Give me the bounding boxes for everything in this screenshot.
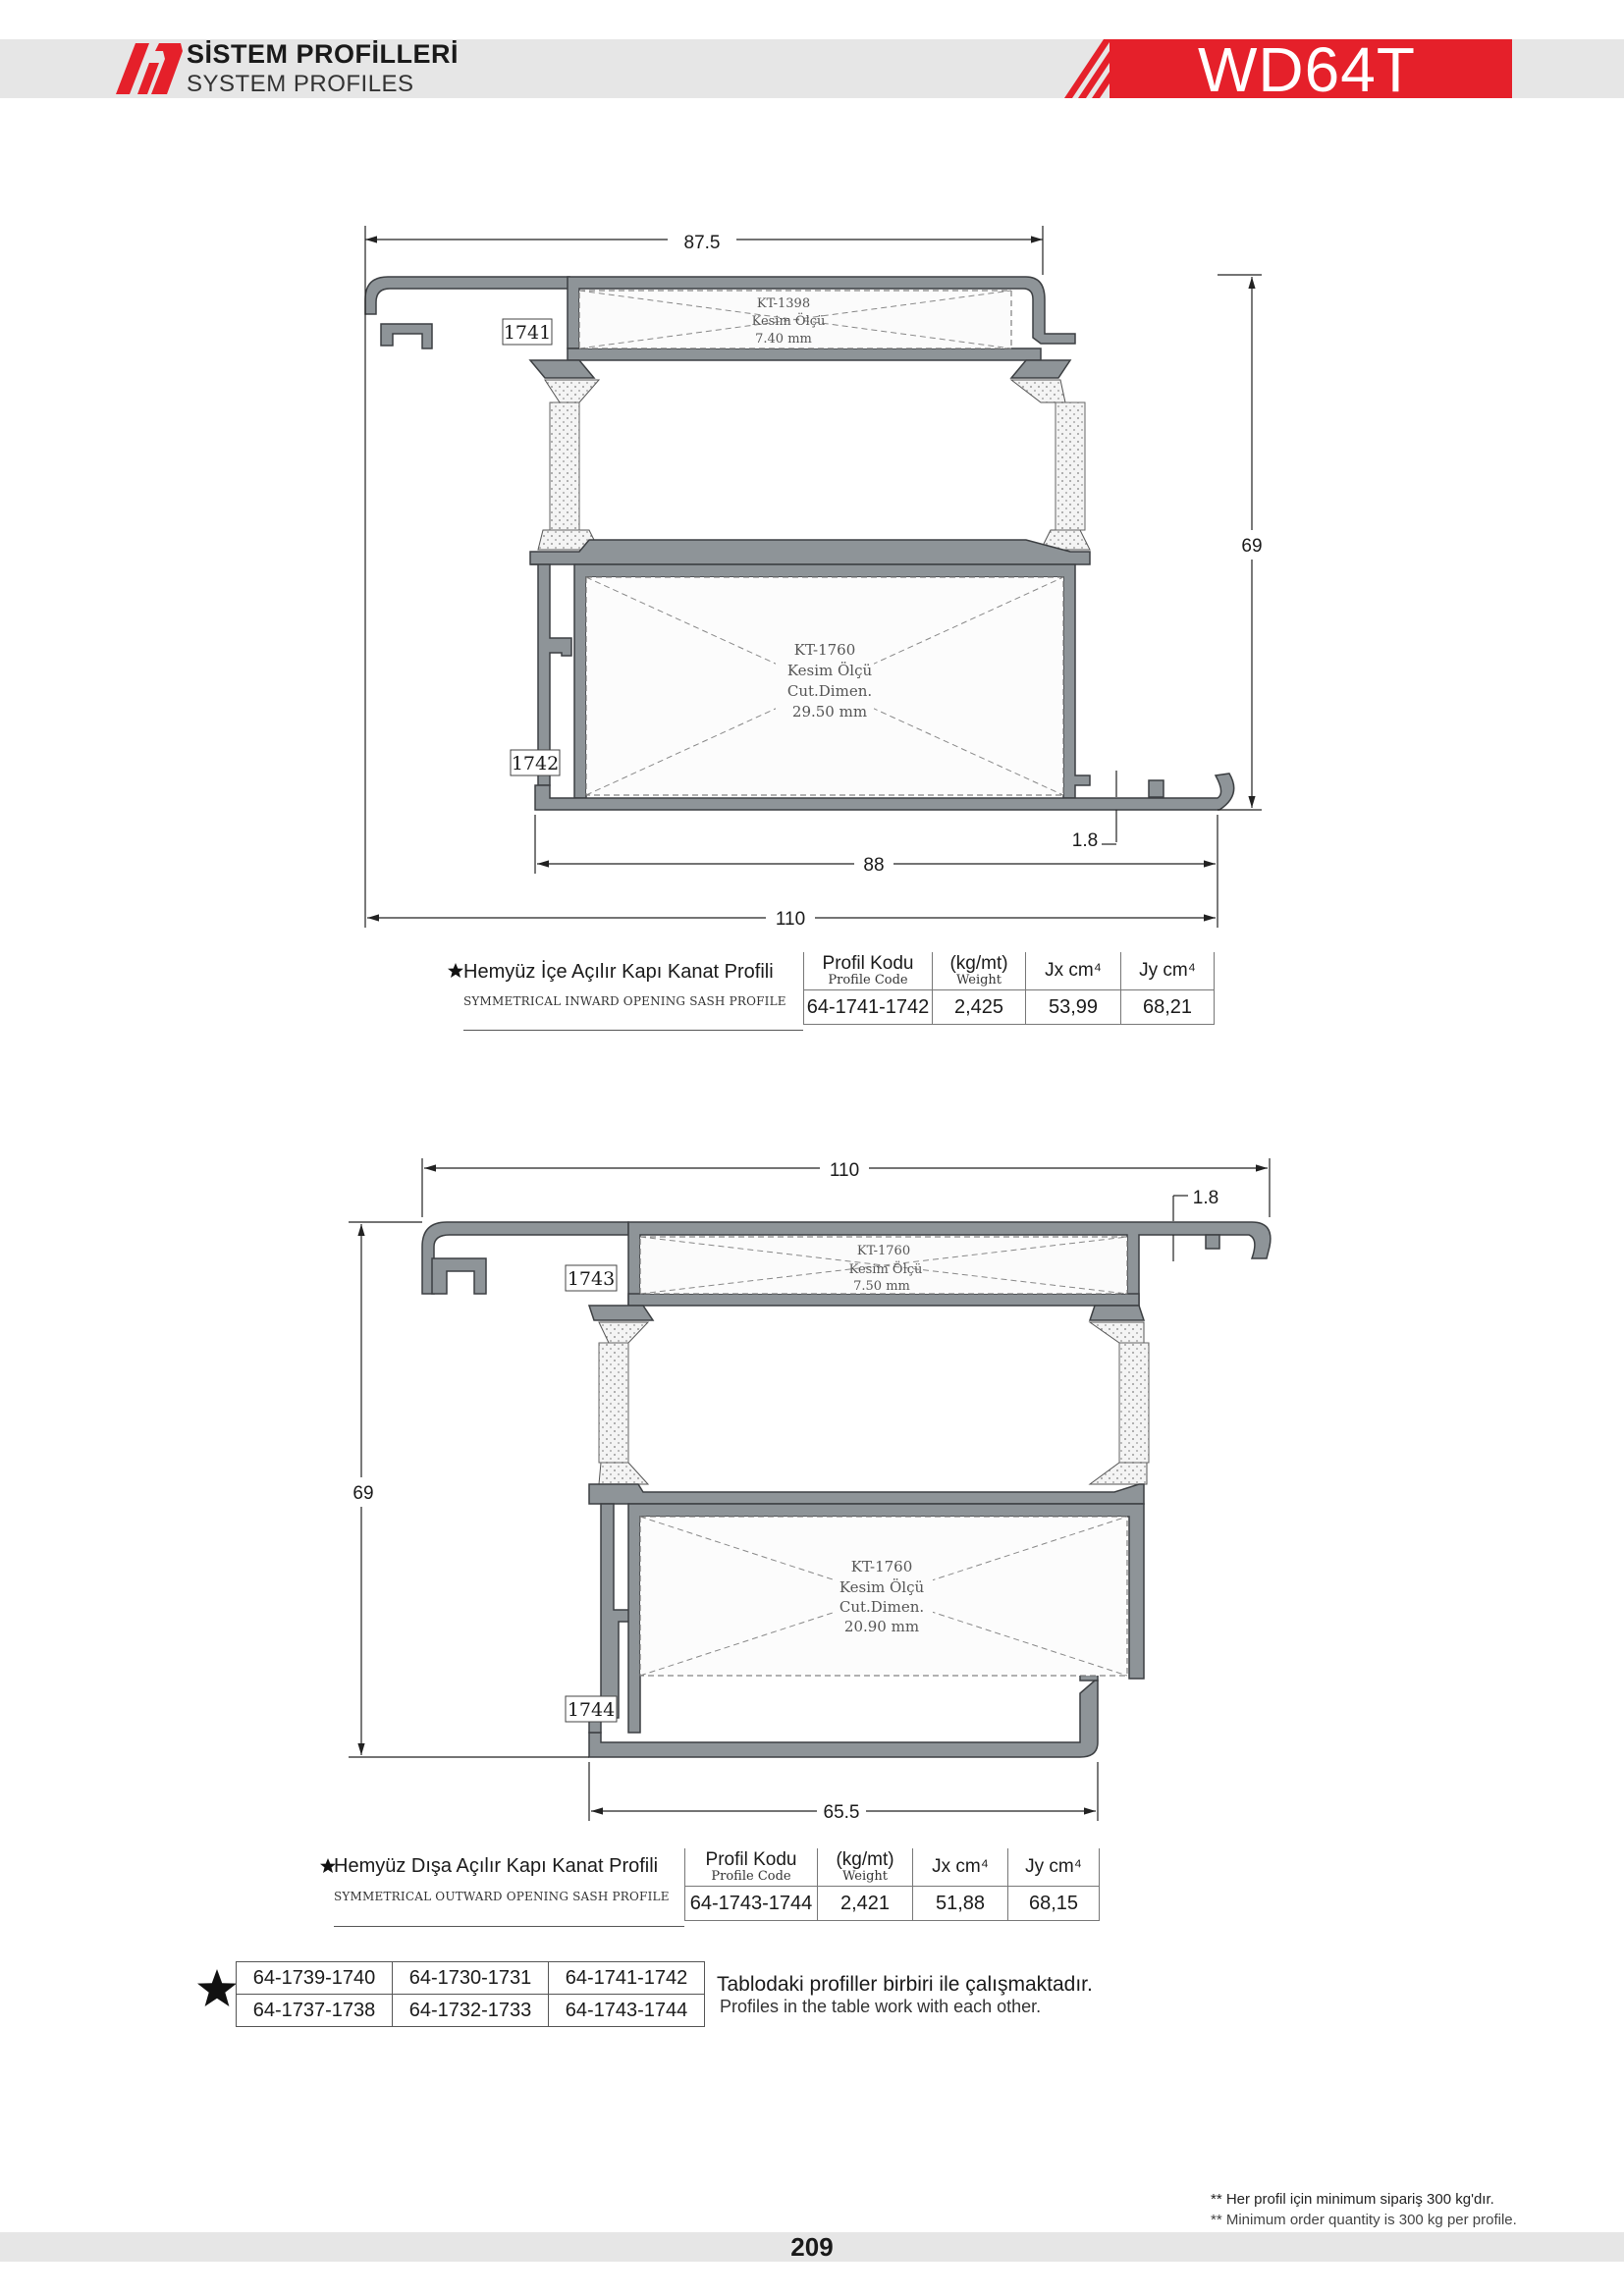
insert-1-bottom-line-2: Kesim Ölçü xyxy=(786,662,873,679)
insert-2-top-line-3: 7.50 mm xyxy=(853,1279,910,1294)
spec-1-code: 64-1741-1742 xyxy=(804,990,933,1025)
dim-1-lip: 1.8 xyxy=(1071,830,1099,851)
code-1741: 1741 xyxy=(503,322,552,344)
insert-1-bottom-line-1: KT-1760 xyxy=(793,641,856,659)
compat-cell: 64-1739-1740 xyxy=(237,1962,393,1995)
spec-2-col-code: Profil Kodu Profile Code xyxy=(685,1848,818,1887)
spec-1-col-jx: Jx cm⁴ xyxy=(1026,952,1121,990)
spec-1-col-code: Profil Kodu Profile Code xyxy=(804,952,933,990)
footer-note-tr: ** Her profil için minimum sipariş 300 kg'dır. xyxy=(1211,2191,1494,2208)
spec-2-col-jx: Jx cm⁴ xyxy=(913,1848,1008,1887)
brand-subtitle: SYSTEM PROFILES xyxy=(187,71,414,97)
page-number: 209 xyxy=(790,2232,834,2262)
insert-1-top-line-1: KT-1398 xyxy=(756,296,811,311)
spec-2-code: 64-1743-1744 xyxy=(685,1887,818,1921)
spec-1-jy: 68,21 xyxy=(1121,990,1215,1025)
spec-1-col-jy: Jy cm⁴ xyxy=(1121,952,1215,990)
spec-2-table xyxy=(684,1848,1100,1921)
spec-2-col-jy: Jy cm⁴ xyxy=(1008,1848,1100,1887)
brand-title: SİSTEM PROFİLLERİ xyxy=(187,39,460,69)
insert-2-top-line-1: KT-1760 xyxy=(856,1244,911,1258)
insert-2-bottom-line-3: Cut.Dimen. xyxy=(839,1598,925,1616)
insert-1-bottom-line-3: Cut.Dimen. xyxy=(786,682,873,700)
spec-1-title: Hemyüz İçe Açılır Kapı Kanat Profili xyxy=(463,961,774,983)
spec-2-jx: 51,88 xyxy=(913,1887,1008,1921)
insert-2-bottom-line-1: KT-1760 xyxy=(850,1558,913,1575)
insert-1-bottom-line-4: 29.50 mm xyxy=(791,703,868,721)
glass-2-left xyxy=(599,1343,628,1463)
dim-1-inner: 88 xyxy=(863,855,885,876)
spec-2-title: Hemyüz Dışa Açılır Kapı Kanat Profili xyxy=(334,1855,659,1877)
insert-2-bottom-line-2: Kesim Ölçü xyxy=(839,1578,925,1596)
footer-note-en: ** Minimum order quantity is 300 kg per profile. xyxy=(1211,2212,1517,2228)
compat-table xyxy=(236,1961,705,2027)
spec-1-subtitle: SYMMETRICAL INWARD OPENING SASH PROFILE xyxy=(463,994,786,1008)
gaskets-2 xyxy=(599,1322,1147,1484)
insert-1-top-line-3: 7.40 mm xyxy=(755,332,812,347)
code-1744: 1744 xyxy=(567,1699,616,1721)
dim-2-lip: 1.8 xyxy=(1192,1188,1219,1208)
glass-2-right xyxy=(1119,1343,1149,1463)
spec-2-weight: 2,421 xyxy=(818,1887,913,1921)
spec-1-weight: 2,425 xyxy=(933,990,1026,1025)
code-1743: 1743 xyxy=(567,1268,616,1290)
compat-cell: 64-1732-1733 xyxy=(393,1995,549,2027)
compat-cell: 64-1737-1738 xyxy=(237,1995,393,2027)
spec-2-col-weight: (kg/mt) Weight xyxy=(818,1848,913,1887)
dim-2-bottom: 65.5 xyxy=(823,1802,860,1823)
insert-2-top-line-2: Kesim Ölçü xyxy=(848,1262,923,1277)
compat-note-en: Profiles in the table work with each other. xyxy=(720,1997,1042,2016)
insert-2-bottom-line-4: 20.90 mm xyxy=(843,1618,920,1635)
model-code: WD64T xyxy=(1198,34,1416,105)
spec-2-subtitle: SYMMETRICAL OUTWARD OPENING SASH PROFILE xyxy=(334,1890,670,1903)
compat-note-tr: Tablodaki profiller birbiri ile çalışmaktadır. xyxy=(717,1973,1093,1996)
dim-2-left: 69 xyxy=(352,1483,374,1504)
spec-1-jx: 53,99 xyxy=(1026,990,1121,1025)
compat-cell: 64-1743-1744 xyxy=(549,1995,705,2027)
dim-2-top: 110 xyxy=(829,1160,860,1181)
spec-1-col-weight: (kg/mt) Weight xyxy=(933,952,1026,990)
dim-1-right: 69 xyxy=(1241,536,1263,557)
star-icon-compat xyxy=(196,1968,238,2009)
compat-cell: 64-1741-1742 xyxy=(549,1962,705,1995)
code-1742: 1742 xyxy=(511,753,560,774)
dim-1-top: 87.5 xyxy=(683,233,721,253)
spec-2-jy: 68,15 xyxy=(1008,1887,1100,1921)
compat-cell: 64-1730-1731 xyxy=(393,1962,549,1995)
spec-2-underline xyxy=(334,1926,684,1927)
insert-1-top-line-2: Kesim Ölçü xyxy=(751,314,826,329)
dim-1-total: 110 xyxy=(775,909,806,930)
